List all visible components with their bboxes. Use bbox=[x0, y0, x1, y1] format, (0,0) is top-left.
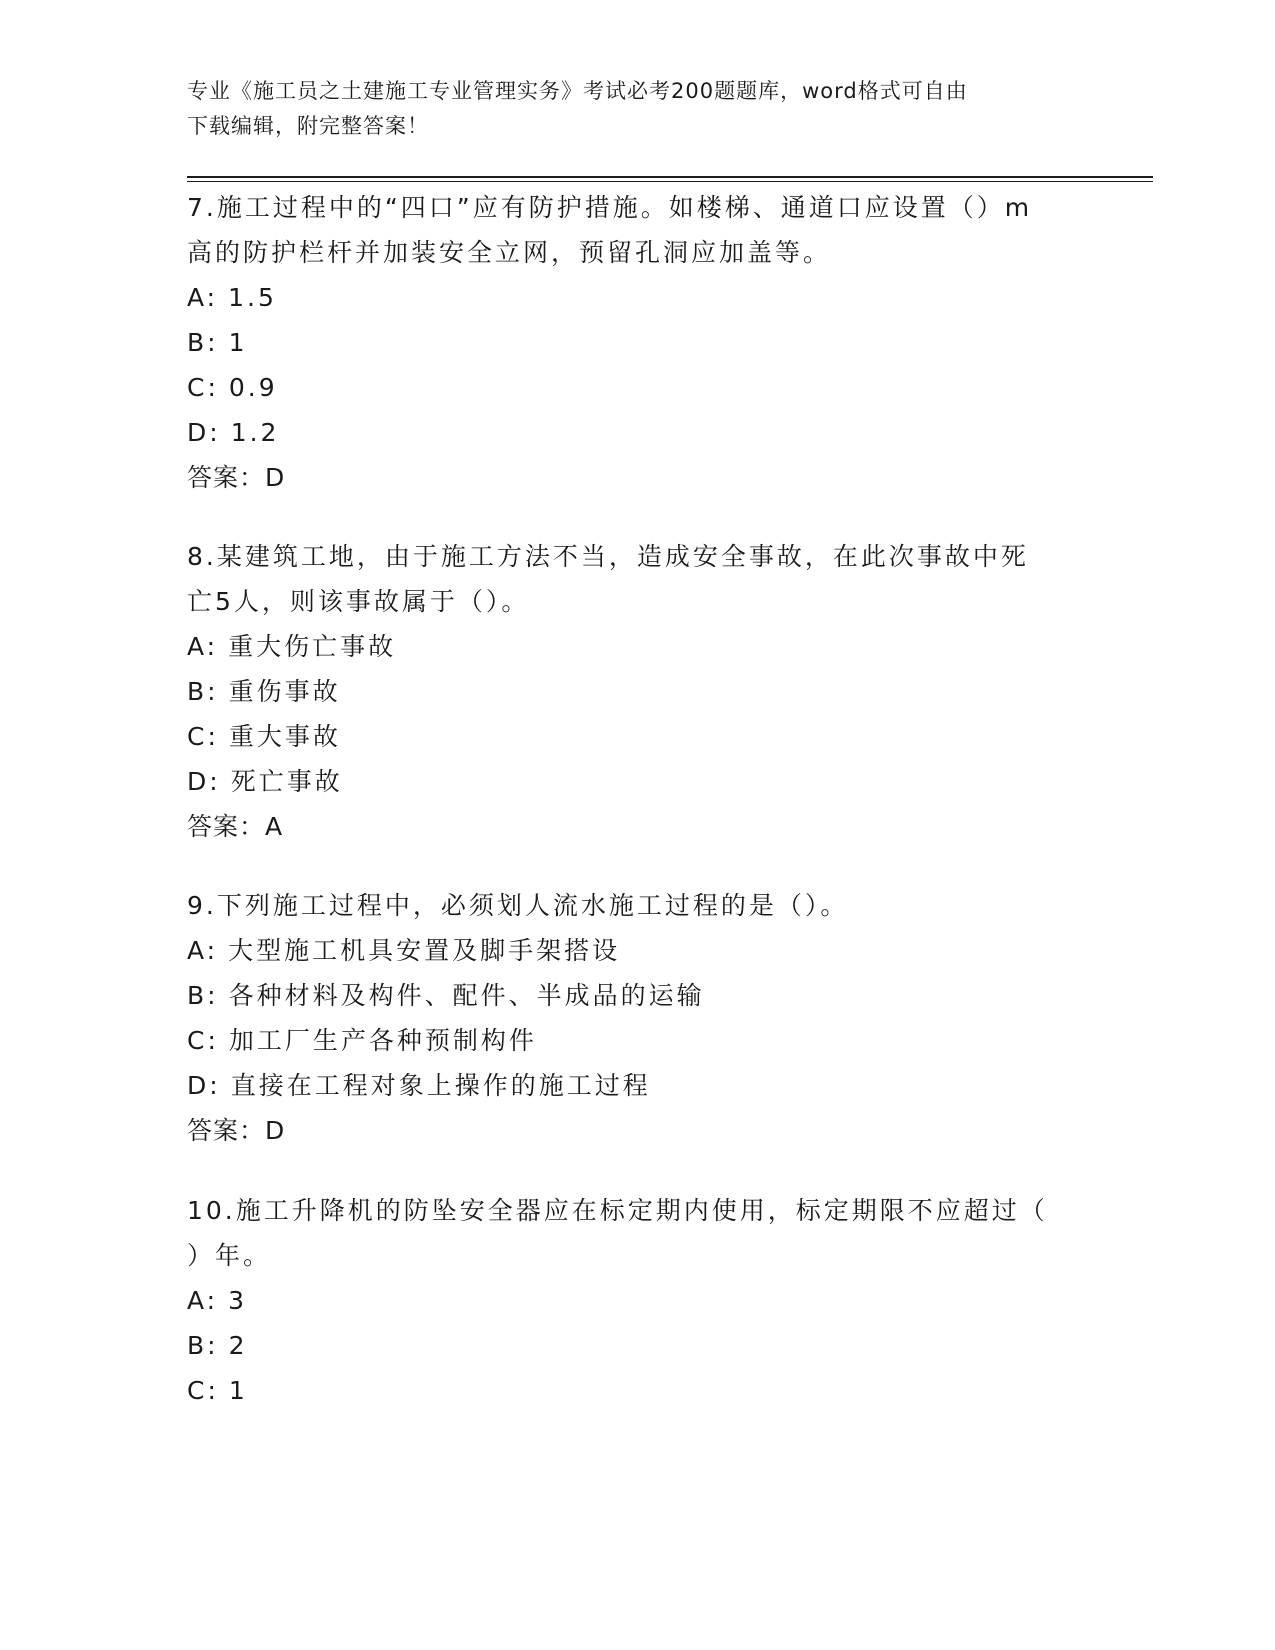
document-header bbox=[187, 74, 1067, 144]
question-7-text-line-1: 7.施工过程中的“四口”应有防护措施。如楼梯、通道口应设置（）m bbox=[187, 193, 1033, 222]
question-10-option-b bbox=[187, 1323, 1087, 1368]
option-text: 直接在工程对象上操作的施工过程 bbox=[230, 1071, 651, 1100]
option-text: 1 bbox=[228, 1376, 248, 1405]
header-rule-thin bbox=[187, 181, 1153, 182]
option-text: 大型施工机具安置及脚手架搭设 bbox=[228, 936, 621, 965]
option-letter: B: bbox=[187, 677, 219, 706]
question-7 bbox=[187, 185, 1087, 500]
option-text: 重伤事故 bbox=[228, 677, 341, 706]
question-9-text-line-1: 9.下列施工过程中，必须划人流水施工过程的是（）。 bbox=[187, 891, 849, 920]
question-10-text-line-1: 10.施工升降机的防坠安全器应在标定期内使用，标定期限不应超过（ bbox=[187, 1196, 1048, 1225]
option-letter: C: bbox=[187, 1376, 219, 1405]
option-text: 重大事故 bbox=[228, 722, 341, 751]
option-text: 1.2 bbox=[230, 418, 280, 447]
option-letter: B: bbox=[187, 981, 219, 1010]
question-7-option-d bbox=[187, 410, 1087, 455]
header-line-2: 下载编辑，附完整答案！ bbox=[187, 114, 429, 138]
question-7-option-b bbox=[187, 320, 1087, 365]
question-7-answer bbox=[187, 455, 1087, 500]
option-letter: C: bbox=[187, 373, 219, 402]
option-letter: B: bbox=[187, 328, 219, 357]
option-text: 1 bbox=[228, 328, 248, 357]
question-7-text-line-2: 高的防护栏杆并加装安全立网，预留孔洞应加盖等。 bbox=[187, 238, 832, 267]
option-letter: C: bbox=[187, 1026, 219, 1055]
option-letter: A: bbox=[187, 1286, 219, 1315]
option-text: 加工厂生产各种预制构件 bbox=[228, 1026, 537, 1055]
question-8-option-a bbox=[187, 624, 1087, 669]
question-8 bbox=[187, 534, 1087, 849]
question-9-option-c bbox=[187, 1018, 1087, 1063]
option-text: 0.9 bbox=[228, 373, 278, 402]
question-10 bbox=[187, 1188, 1087, 1413]
option-text: 各种材料及构件、配件、半成品的运输 bbox=[228, 981, 705, 1010]
answer-label: 答案： bbox=[187, 812, 266, 841]
option-letter: A: bbox=[187, 283, 219, 312]
option-letter: B: bbox=[187, 1331, 219, 1360]
header-rule-thick bbox=[187, 176, 1153, 178]
header-line-1: 专业《施工员之土建施工专业管理实务》考试必考200题题库，word格式可自由 bbox=[187, 79, 968, 103]
question-7-option-a bbox=[187, 275, 1087, 320]
question-8-text-line-2: 亡5人，则该事故属于（）。 bbox=[187, 587, 530, 616]
question-10-option-a bbox=[187, 1278, 1087, 1323]
question-9-answer bbox=[187, 1108, 1087, 1153]
option-text: 3 bbox=[228, 1286, 247, 1315]
question-10-text-line-2: ）年。 bbox=[187, 1241, 272, 1270]
answer-label: 答案： bbox=[187, 463, 266, 492]
question-8-text-line-1: 8.某建筑工地，由于施工方法不当，造成安全事故，在此次事故中死 bbox=[187, 542, 1029, 571]
option-text: 重大伤亡事故 bbox=[228, 632, 397, 661]
answer-label: 答案： bbox=[187, 1116, 266, 1145]
question-8-answer bbox=[187, 804, 1087, 849]
question-7-option-c bbox=[187, 365, 1087, 410]
question-8-option-c bbox=[187, 714, 1087, 759]
option-letter: A: bbox=[187, 936, 219, 965]
answer-value: D bbox=[265, 463, 286, 492]
option-letter: A: bbox=[187, 632, 219, 661]
option-text: 2 bbox=[228, 1331, 248, 1360]
answer-value: D bbox=[265, 1116, 286, 1145]
question-9-option-b bbox=[187, 973, 1087, 1018]
question-8-option-d bbox=[187, 759, 1087, 804]
option-letter: D: bbox=[187, 418, 221, 447]
question-9-option-d bbox=[187, 1063, 1087, 1108]
question-9-option-a bbox=[187, 928, 1087, 973]
option-text: 1.5 bbox=[228, 283, 277, 312]
answer-value: A bbox=[265, 812, 284, 841]
option-letter: D: bbox=[187, 1071, 221, 1100]
question-8-option-b bbox=[187, 669, 1087, 714]
option-letter: C: bbox=[187, 722, 219, 751]
question-9 bbox=[187, 883, 1087, 1153]
question-10-option-c bbox=[187, 1368, 1087, 1413]
option-letter: D: bbox=[187, 767, 221, 796]
option-text: 死亡事故 bbox=[230, 767, 343, 796]
